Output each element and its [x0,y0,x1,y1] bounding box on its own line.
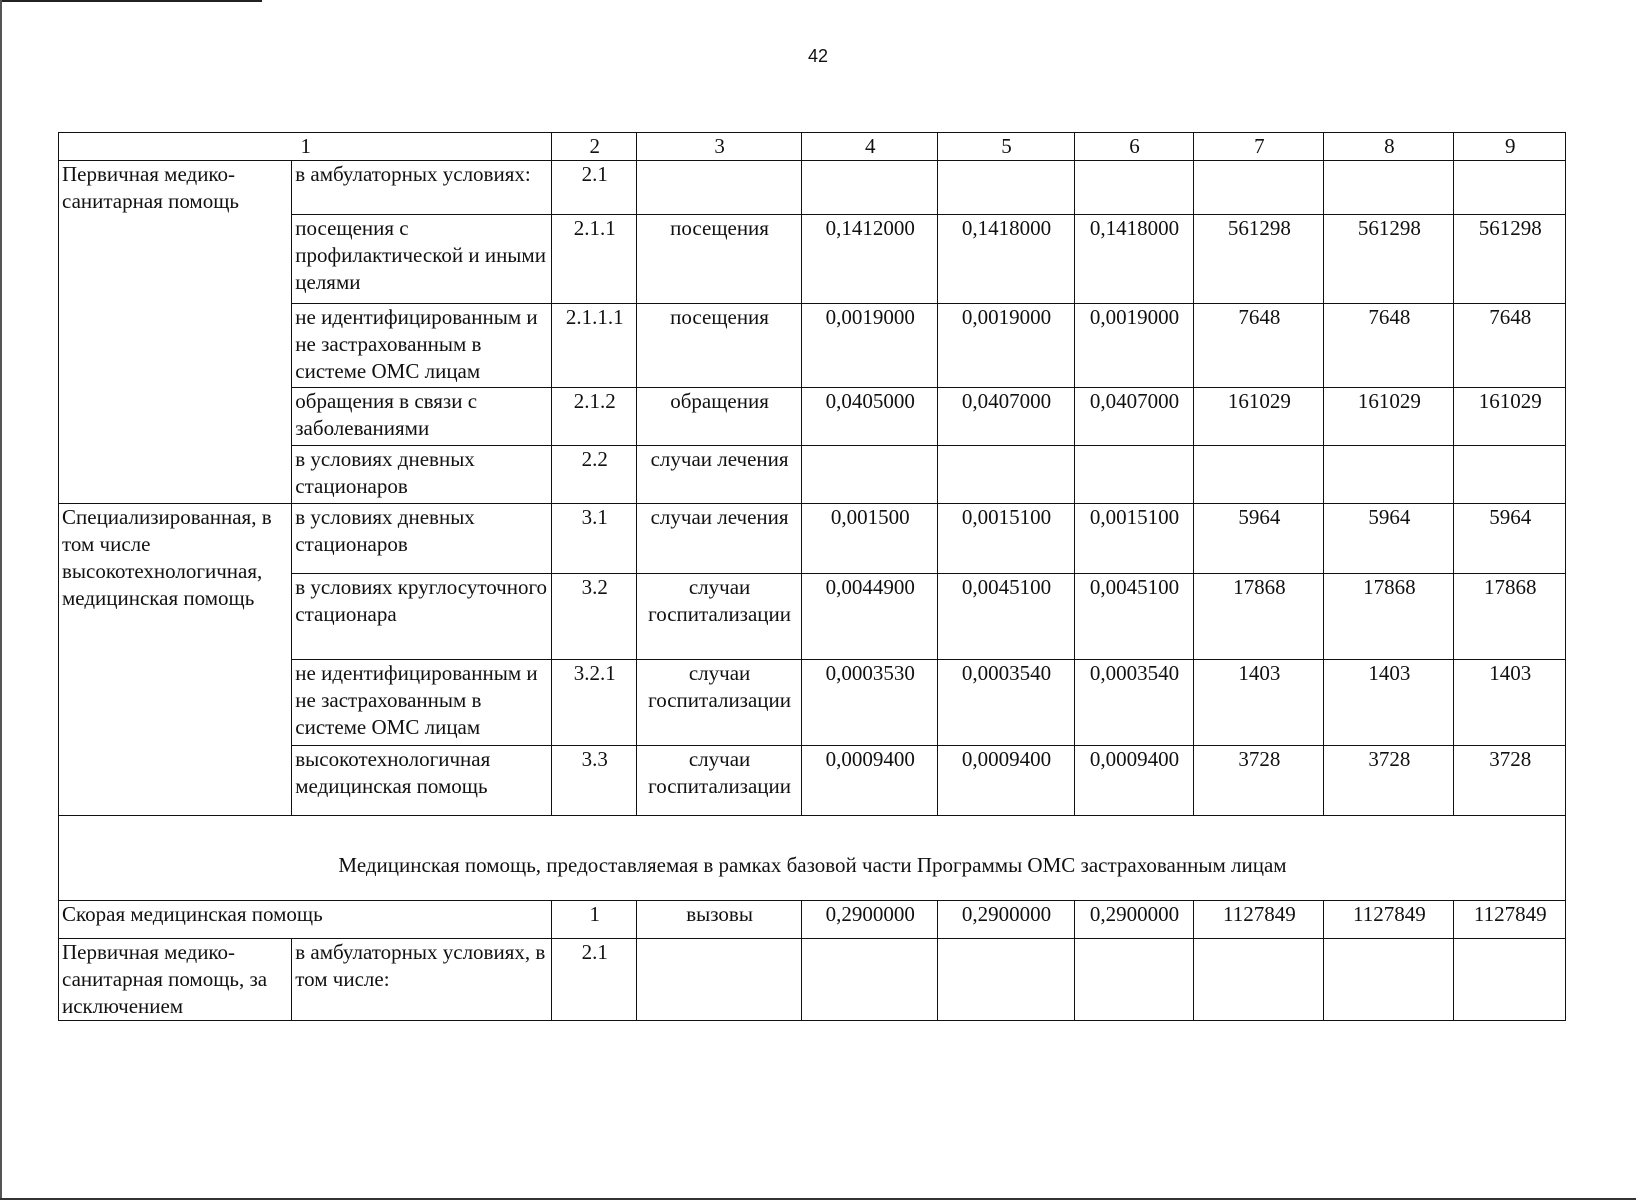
row-code: 2.1.2 [552,388,637,446]
header-cell: 8 [1324,133,1454,161]
value-cell: 0,0019000 [1074,304,1194,388]
row-unit [637,161,802,215]
header-cell: 9 [1454,133,1566,161]
row-unit: случаи лечения [637,446,802,504]
table-row [59,939,1566,1021]
header-cell: 7 [1194,133,1324,161]
row-unit: обращения [637,388,802,446]
value-cell [1194,161,1324,215]
value-cell [1074,161,1194,215]
value-cell: 1127849 [1454,901,1566,939]
group-cell: Специализированная, в том числе высокотехнологичная, медицинская помощь [59,504,292,816]
header-cell: 1 [59,133,552,161]
row-code: 3.3 [552,746,637,816]
value-cell [1454,446,1566,504]
value-cell: 561298 [1194,215,1324,304]
value-cell: 0,0015100 [938,504,1074,574]
value-cell: 0,0045100 [1074,574,1194,660]
value-cell: 0,1418000 [938,215,1074,304]
value-cell: 161029 [1194,388,1324,446]
value-cell [802,446,938,504]
scan-edge-left [0,0,2,1200]
row-unit: случаи госпитализации [637,574,802,660]
value-cell [1074,446,1194,504]
value-cell: 0,0019000 [938,304,1074,388]
value-cell: 0,0019000 [802,304,938,388]
value-cell: 0,1412000 [802,215,938,304]
row-code: 3.2.1 [552,660,637,746]
value-cell: 1127849 [1324,901,1454,939]
row-name: в условиях круглосуточного стационара [292,574,552,660]
row-code: 3.2 [552,574,637,660]
group-cell: Первичная медико-санитарная помощь, за исключением [59,939,292,1021]
value-cell: 5964 [1454,504,1566,574]
row-name: в условиях дневных стационаров [292,446,552,504]
row-code: 2.1 [552,161,637,215]
value-cell: 0,0003530 [802,660,938,746]
value-cell: 0,0407000 [1074,388,1194,446]
table-row [59,161,1566,215]
row-name: не идентифицированным и не застрахованным в системе ОМС лицам [292,304,552,388]
header-cell: 6 [1074,133,1194,161]
value-cell: 561298 [1324,215,1454,304]
row-code: 3.1 [552,504,637,574]
value-cell [1194,939,1324,1021]
group-cell: Первичная медико-санитарная помощь [59,161,292,504]
row-unit: посещения [637,304,802,388]
value-cell: 0,001500 [802,504,938,574]
value-cell: 561298 [1454,215,1566,304]
value-cell [1454,161,1566,215]
section-row [59,816,1566,901]
value-cell: 0,1418000 [1074,215,1194,304]
value-cell: 7648 [1194,304,1324,388]
value-cell: 161029 [1324,388,1454,446]
value-cell [1074,939,1194,1021]
value-cell: 0,2900000 [802,901,938,939]
value-cell: 0,0407000 [938,388,1074,446]
row-name: в условиях дневных стационаров [292,504,552,574]
row-unit: случаи лечения [637,504,802,574]
header-row [59,133,1566,161]
value-cell: 17868 [1194,574,1324,660]
value-cell [802,939,938,1021]
value-cell [1454,939,1566,1021]
value-cell: 3728 [1324,746,1454,816]
value-cell: 7648 [1454,304,1566,388]
row-unit: случаи госпитализации [637,660,802,746]
value-cell: 0,0003540 [1074,660,1194,746]
row-unit [637,939,802,1021]
row-name: не идентифицированным и не застрахованным в системе ОМС лицам [292,660,552,746]
row-unit: посещения [637,215,802,304]
header-cell: 5 [938,133,1074,161]
value-cell [938,161,1074,215]
row-code: 1 [552,901,637,939]
row-name: высокотехнологичная медицинская помощь [292,746,552,816]
value-cell: 0,0009400 [938,746,1074,816]
value-cell: 0,0015100 [1074,504,1194,574]
value-cell: 17868 [1324,574,1454,660]
value-cell [1324,939,1454,1021]
data-table [58,132,1566,1021]
value-cell: 1403 [1324,660,1454,746]
value-cell: 7648 [1324,304,1454,388]
row-unit: случаи госпитализации [637,746,802,816]
value-cell: 0,2900000 [938,901,1074,939]
section-heading: Медицинская помощь, предоставляемая в рамках базовой части Программы ОМС застрахованным лицам [59,816,1566,901]
row-name: обращения в связи с заболеваниями [292,388,552,446]
value-cell [1324,446,1454,504]
value-cell: 1403 [1194,660,1324,746]
value-cell: 1127849 [1194,901,1324,939]
value-cell: 0,0044900 [802,574,938,660]
value-cell: 3728 [1454,746,1566,816]
value-cell: 161029 [1454,388,1566,446]
table-row [59,901,1566,939]
table-row [59,504,1566,574]
value-cell [1324,161,1454,215]
header-cell: 2 [552,133,637,161]
header-cell: 3 [637,133,802,161]
value-cell: 5964 [1324,504,1454,574]
value-cell [1194,446,1324,504]
value-cell: 0,0045100 [938,574,1074,660]
value-cell: 0,2900000 [1074,901,1194,939]
value-cell: 3728 [1194,746,1324,816]
header-cell: 4 [802,133,938,161]
row-code: 2.2 [552,446,637,504]
row-code: 2.1.1.1 [552,304,637,388]
value-cell: 5964 [1194,504,1324,574]
scan-edge-top [0,0,262,2]
value-cell: 0,0003540 [938,660,1074,746]
row-name: в амбулаторных условиях: [292,161,552,215]
value-cell: 17868 [1454,574,1566,660]
row-name: Скорая медицинская помощь [59,901,552,939]
row-code: 2.1 [552,939,637,1021]
value-cell: 0,0009400 [1074,746,1194,816]
value-cell: 1403 [1454,660,1566,746]
value-cell [802,161,938,215]
value-cell [938,939,1074,1021]
value-cell [938,446,1074,504]
value-cell: 0,0405000 [802,388,938,446]
page-number: 42 [807,46,829,66]
value-cell: 0,0009400 [802,746,938,816]
row-unit: вызовы [637,901,802,939]
row-name: посещения с профилактической и иными целями [292,215,552,304]
row-code: 2.1.1 [552,215,637,304]
row-name: в амбулаторных условиях, в том числе: [292,939,552,1021]
